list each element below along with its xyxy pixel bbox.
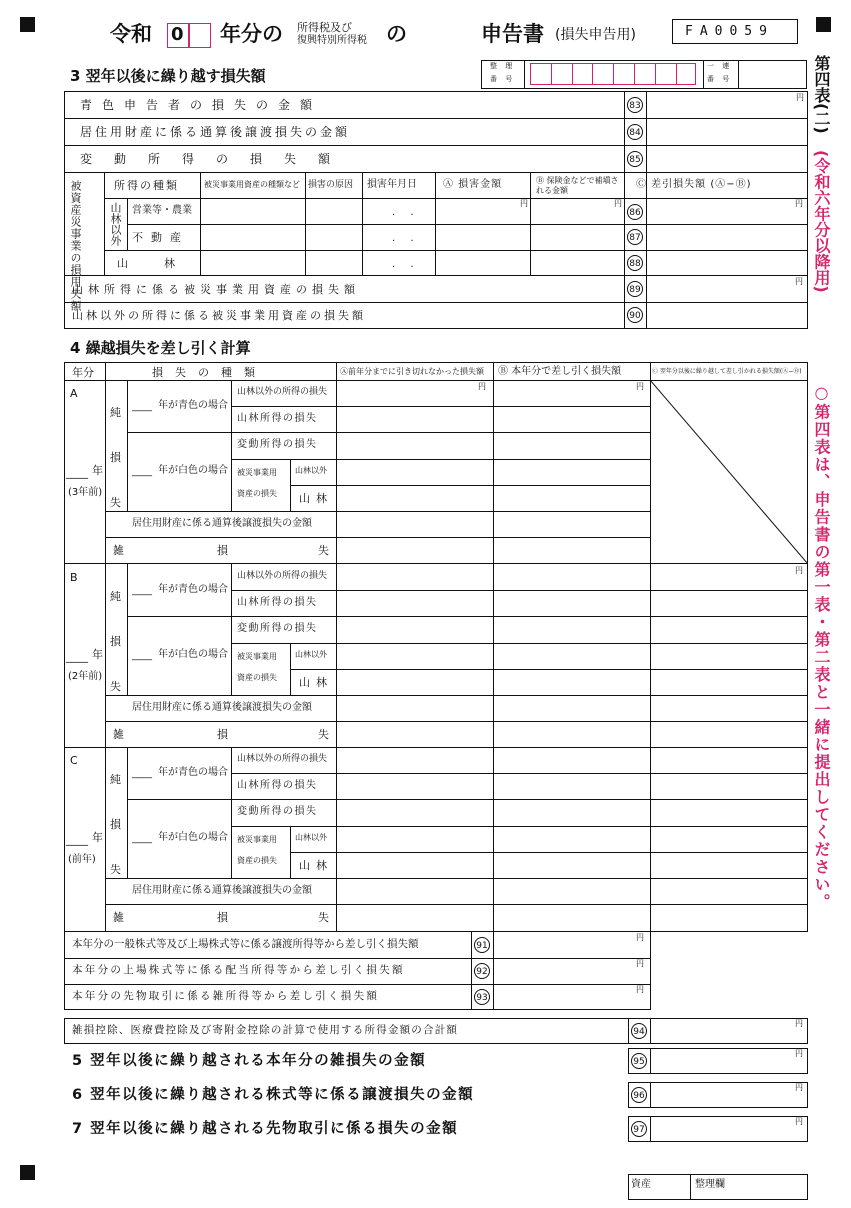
block-2-nen-label: 年 — [92, 648, 103, 661]
section4-title: 4 繰越損失を差し引く計算 — [70, 339, 251, 357]
block-2-b-field[interactable] — [494, 617, 649, 641]
block-a-diagonal — [650, 380, 808, 564]
form-code-box — [672, 19, 798, 44]
row86-date: . . — [392, 207, 420, 218]
row92-label: 本年分の上場株式等に係る配当所得等から差し引く損失額 — [72, 964, 405, 976]
block-1-vline-kind — [231, 380, 232, 511]
block-2-nen: ____ — [66, 650, 88, 663]
row83-label: 青色申告者の損失の金額 — [80, 98, 323, 112]
row87-amount-field[interactable] — [647, 225, 807, 250]
block-1-jun: 純 — [110, 406, 121, 419]
block-3-b-field[interactable] — [494, 800, 649, 824]
block-2-c-field[interactable] — [651, 565, 807, 589]
block-2-hisai-2: 資産の損失 — [237, 672, 277, 682]
yen-mark: 円 — [795, 1019, 803, 1028]
row92-amount-field[interactable] — [494, 959, 650, 984]
ichiren-label: 一 連 — [707, 62, 733, 70]
s4-header-a: Ⓐ前年分までに引き切れなかった損失額 — [340, 367, 484, 376]
ichiren-label-2: 番 号 — [707, 75, 733, 83]
row90-number: 90 — [627, 307, 643, 323]
block-1-b-field[interactable] — [494, 433, 649, 457]
row92-number: 92 — [474, 963, 490, 979]
side-instruction: ○第四表は、申告書の第一表・第二表と一緒に提出してください。 — [812, 383, 831, 911]
block-3-a-field[interactable] — [337, 827, 492, 851]
block-1-a-field[interactable] — [337, 486, 492, 510]
header-date: 損害年月日 — [367, 179, 417, 190]
row87-kind: 不動産 — [132, 231, 189, 244]
yen-mark: 円 — [520, 199, 528, 208]
row89-label: 山林所得に係る被災事業用資産の損失額 — [72, 283, 360, 296]
block-1-zatsu-shitsu: 失 — [318, 544, 329, 558]
block-2-c-field[interactable] — [651, 722, 807, 746]
block-1-b-field[interactable] — [494, 407, 649, 431]
block-1-a-field[interactable] — [337, 512, 492, 536]
row83-number: 83 — [627, 97, 643, 113]
block-2-c-field[interactable] — [651, 670, 807, 694]
block-2-a-field[interactable] — [337, 644, 492, 668]
block-3-blue-underline: ____ — [132, 768, 152, 779]
block-1-a-field[interactable] — [337, 407, 492, 431]
s4-header-kind: 損失の種類 — [152, 366, 267, 379]
block-2-son: 損 — [110, 635, 121, 648]
block-2-zatsu-shitsu: 失 — [318, 728, 329, 742]
block-3-a-field[interactable] — [337, 748, 492, 772]
block-2-jun: 純 — [110, 590, 121, 603]
block-2-a-field[interactable] — [337, 696, 492, 720]
row88-amount-field[interactable] — [647, 251, 807, 275]
block-2-b-field[interactable] — [494, 670, 649, 694]
block-1-zatsu: 雑 — [113, 544, 124, 558]
yen-mark: 円 — [795, 566, 803, 575]
block-2-sanrin-igai-loss: 山林以外の所得の損失 — [237, 571, 328, 581]
block-3-note: (前年) — [68, 854, 96, 865]
row83-amount-field[interactable] — [647, 92, 807, 118]
block-1-zatsu-son: 損 — [217, 544, 228, 558]
nenbun-label: 年分の — [220, 22, 283, 46]
block-1-vline-jun — [127, 380, 128, 511]
block-1-sanrin-igai-loss: 山林以外の所得の損失 — [237, 387, 328, 397]
block-3-a-field[interactable] — [337, 879, 492, 903]
row88-kind: 山林 — [117, 257, 211, 270]
block-1-hisai-1: 被災事業用 — [237, 467, 277, 477]
block-3-jun: 純 — [110, 773, 121, 786]
block-2-kyoju: 居住用財産に係る通算後譲渡損失の金額 — [132, 702, 312, 713]
sub-title: (損失申告用) — [555, 27, 636, 43]
row91-label: 本年分の一般株式等及び上場株式等に係る譲渡所得等から差し引く損失額 — [72, 938, 419, 950]
s4-header-b: Ⓑ 本年分で差し引く損失額 — [498, 366, 622, 377]
row88-date: . . — [392, 259, 420, 270]
side-table-title: 第四表(二) — [812, 55, 831, 134]
block-3-b-field[interactable] — [494, 905, 649, 929]
block-3-b-field[interactable] — [494, 748, 649, 772]
row94-number: 94 — [631, 1023, 647, 1039]
block-3-vline-hisai — [290, 826, 291, 878]
block-2-c-field[interactable] — [651, 644, 807, 668]
block-3-vline-kind — [231, 747, 232, 878]
year-field-1[interactable] — [167, 23, 189, 48]
yen-mark: 円 — [795, 1049, 803, 1058]
block-1-b-field[interactable] — [494, 538, 649, 562]
block-1-b-field[interactable] — [494, 512, 649, 536]
block-2-shitsu: 失 — [110, 680, 121, 693]
row94-amount-field[interactable] — [651, 1019, 807, 1043]
block-3-letter: C — [70, 754, 78, 767]
block-3-shitsu: 失 — [110, 863, 121, 876]
yen-mark: 円 — [636, 959, 644, 968]
block-2-b-field[interactable] — [494, 696, 649, 720]
row87-date: . . — [392, 233, 420, 244]
row93-number: 93 — [474, 989, 490, 1005]
row90-label: 山林以外の所得に係る被災事業用資産の損失額 — [72, 309, 366, 322]
block-1-hisai-2: 資産の損失 — [237, 488, 277, 498]
block-3-b-field[interactable] — [494, 827, 649, 851]
block-2-hisai-1: 被災事業用 — [237, 651, 277, 661]
block-3-son: 損 — [110, 818, 121, 831]
year-field-2[interactable] — [189, 23, 211, 48]
block-2-c-field[interactable] — [651, 617, 807, 641]
block-3-a-field[interactable] — [337, 800, 492, 824]
block-1-sanrin: 山林 — [299, 491, 333, 505]
block-3-nen-label: 年 — [92, 831, 103, 844]
block-2-sanrin-igai: 山林以外 — [295, 649, 327, 659]
block-3-sanrin-igai: 山林以外 — [295, 832, 327, 842]
block-1-note: (3年前) — [68, 487, 103, 498]
sanrin-igai-group: 山林以外 — [109, 202, 122, 246]
block-1-sanrin-igai: 山林以外 — [295, 465, 327, 475]
block-3-b-field[interactable] — [494, 879, 649, 903]
row90-amount-field[interactable] — [647, 303, 807, 328]
section7-label: 7 翌年以後に繰り越される先物取引に係る損失の金額 — [72, 1121, 459, 1137]
row93-amount-field[interactable] — [494, 985, 650, 1010]
row91-amount-field[interactable] — [494, 933, 650, 958]
row84-number: 84 — [627, 124, 643, 140]
yen-mark: 円 — [478, 382, 486, 391]
row89-number: 89 — [627, 281, 643, 297]
block-2-hendo-loss: 変動所得の損失 — [237, 623, 318, 635]
block-2-a-field[interactable] — [337, 617, 492, 641]
block-3-zatsu-son: 損 — [217, 911, 228, 925]
corner-mark-bottom-left — [20, 1165, 35, 1180]
block-3-b-field[interactable] — [494, 774, 649, 798]
yen-mark: 円 — [795, 199, 803, 208]
block-3-sanrin-loss: 山林所得の損失 — [237, 780, 318, 792]
row97-amount-field[interactable] — [651, 1117, 807, 1141]
block-3-zatsu: 雑 — [113, 911, 124, 925]
block-2-b-field[interactable] — [494, 644, 649, 668]
year-value: 0 — [171, 24, 184, 45]
row88-number: 88 — [627, 255, 643, 271]
corner-mark-top-left — [20, 17, 35, 32]
block-2-white-case: 年が白色の場合 — [158, 649, 228, 660]
block-3-c-field[interactable] — [651, 774, 807, 798]
block-2-vline-hisai — [290, 643, 291, 695]
reiwa-label: 令和 — [110, 22, 152, 46]
row85-number: 85 — [627, 151, 643, 167]
block-2-vline-jun — [127, 564, 128, 695]
header-cause: 損害の原因 — [308, 180, 354, 190]
block-3-hendo-loss: 変動所得の損失 — [237, 806, 318, 818]
s4-header-year: 年分 — [72, 366, 94, 379]
block-2-a-field[interactable] — [337, 591, 492, 615]
block-2-sanrin-loss: 山林所得の損失 — [237, 597, 318, 609]
block-1-nen-label: 年 — [92, 464, 103, 477]
row84-label: 居住用財産に係る通算後譲渡損失の金額 — [80, 125, 351, 139]
block-1-shitsu: 失 — [110, 496, 121, 509]
block-1-white-case: 年が白色の場合 — [158, 465, 228, 476]
block-3-blue-case: 年が青色の場合 — [158, 767, 228, 778]
block-2-c-field[interactable] — [651, 591, 807, 615]
block-3-hisai-1: 被災事業用 — [237, 834, 277, 844]
row84-amount-field[interactable] — [647, 119, 807, 145]
block-1-b-field[interactable] — [494, 381, 649, 405]
footer-seiriran: 整理欄 — [695, 1179, 725, 1190]
section3-title: 3 翌年以後に繰り越す損失額 — [70, 67, 266, 85]
block-2-a-field[interactable] — [337, 722, 492, 746]
block-2-a-field[interactable] — [337, 670, 492, 694]
disaster-side-label: 被資産災事業の損用失額 — [69, 180, 82, 312]
block-1-kyoju: 居住用財産に係る通算後譲渡損失の金額 — [132, 518, 312, 529]
row93-label: 本年分の先物取引に係る雑所得等から差し引く損失額 — [72, 990, 380, 1002]
block-1-b-field[interactable] — [494, 460, 649, 484]
yen-mark: 円 — [636, 382, 644, 391]
block-1-white-underline: ____ — [132, 466, 152, 477]
form-code: FA0059 — [685, 24, 774, 39]
row95-number: 95 — [631, 1053, 647, 1069]
footer-shisan: 資産 — [631, 1179, 651, 1190]
block-3-sanrin: 山林 — [299, 858, 333, 872]
row85-label: 変動所得の損失額 — [80, 152, 353, 166]
block-1-b-field[interactable] — [494, 486, 649, 510]
block-1-letter: A — [70, 387, 78, 400]
yen-mark: 円 — [796, 93, 804, 102]
yen-mark: 円 — [795, 277, 803, 286]
row96-number: 96 — [631, 1087, 647, 1103]
row87-number: 87 — [627, 229, 643, 245]
block-1-a-field[interactable] — [337, 381, 492, 405]
block-3-c-field[interactable] — [651, 800, 807, 824]
header-kind: 所得の種類 — [114, 179, 179, 192]
block-2-vline-kind — [231, 564, 232, 695]
block-3-c-field[interactable] — [651, 905, 807, 929]
block-3-white-case: 年が白色の場合 — [158, 832, 228, 843]
block-3-b-field[interactable] — [494, 853, 649, 877]
block-1-blue-underline: ____ — [132, 401, 152, 412]
header-asset-type: 被災事業用資産の種類など — [204, 180, 300, 189]
block-3-vline-jun — [127, 747, 128, 878]
block-1-hendo-loss: 変動所得の損失 — [237, 439, 318, 451]
block-3-c-field[interactable] — [651, 853, 807, 877]
block-2-letter: B — [70, 571, 78, 584]
block-1-a-field[interactable] — [337, 433, 492, 457]
row85-amount-field[interactable] — [647, 146, 807, 172]
s4-header-c: Ⓒ 翌年分以後に繰り越して差し引かれる損失額(Ⓐ−Ⓑ) — [652, 368, 802, 375]
block-1-vline-hisai — [290, 459, 291, 511]
row97-number: 97 — [631, 1121, 647, 1137]
section5-label: 5 翌年以後に繰り越される本年分の雑損失の金額 — [72, 1053, 427, 1069]
block-2-a-field[interactable] — [337, 565, 492, 589]
header-c: Ⓒ 差引損失額 (Ⓐ−Ⓑ) — [636, 179, 752, 190]
block-3-c-field[interactable] — [651, 827, 807, 851]
no-label: の — [386, 22, 407, 46]
row95-amount-field[interactable] — [651, 1049, 807, 1073]
block-1-blue-case: 年が青色の場合 — [158, 400, 228, 411]
tax-label-1: 所得税及び — [297, 21, 352, 34]
shinkokusho-label: 申告書 — [481, 22, 544, 46]
block-3-a-field[interactable] — [337, 774, 492, 798]
row86-number: 86 — [627, 204, 643, 220]
seiri-label: 整 理 — [490, 62, 516, 70]
side-era-note: (令和六年分以降用) — [812, 150, 831, 293]
block-2-blue-underline: ____ — [132, 585, 152, 596]
block-1-a-field[interactable] — [337, 538, 492, 562]
block-3-nen: ____ — [66, 833, 88, 846]
block-3-a-field[interactable] — [337, 853, 492, 877]
header-b: Ⓑ 保険金などで補塡される金額 — [536, 176, 619, 195]
block-2-zatsu-son: 損 — [217, 728, 228, 742]
block-3-hisai-2: 資産の損失 — [237, 855, 277, 865]
section6-label: 6 翌年以後に繰り越される株式等に係る譲渡損失の金額 — [72, 1087, 475, 1103]
row91-number: 91 — [474, 937, 490, 953]
block-3-zatsu-shitsu: 失 — [318, 911, 329, 925]
block-2-blue-case: 年が青色の場合 — [158, 584, 228, 595]
header-a: Ⓐ 損害金額 — [443, 179, 503, 190]
yen-mark: 円 — [795, 1083, 803, 1092]
block-2-c-field[interactable] — [651, 696, 807, 720]
block-2-zatsu: 雑 — [113, 728, 124, 742]
block-3-sanrin-igai-loss: 山林以外の所得の損失 — [237, 754, 328, 764]
block-1-nen: ____ — [66, 466, 88, 479]
row96-amount-field[interactable] — [651, 1083, 807, 1107]
block-1-son: 損 — [110, 451, 121, 464]
block-3-c-field[interactable] — [651, 748, 807, 772]
block-2-b-field[interactable] — [494, 722, 649, 746]
block-2-sanrin: 山林 — [299, 675, 333, 689]
block-3-a-field[interactable] — [337, 905, 492, 929]
block-2-note: (2年前) — [68, 671, 103, 682]
row94-label: 雑損控除、医療費控除及び寄附金控除の計算で使用する所得金額の合計額 — [72, 1024, 459, 1036]
yen-mark: 円 — [795, 1117, 803, 1126]
block-1-sanrin-loss: 山林所得の損失 — [237, 413, 318, 425]
yen-mark: 円 — [636, 933, 644, 942]
corner-mark-top-right — [816, 17, 831, 32]
yen-mark: 円 — [636, 985, 644, 994]
block-2-b-field[interactable] — [494, 565, 649, 589]
block-2-b-field[interactable] — [494, 591, 649, 615]
yen-mark: 円 — [614, 199, 622, 208]
block-1-a-field[interactable] — [337, 460, 492, 484]
row86-kind: 営業等・農業 — [132, 205, 192, 216]
block-3-kyoju: 居住用財産に係る通算後譲渡損失の金額 — [132, 885, 312, 896]
tax-label-2: 復興特別所得税 — [297, 35, 367, 46]
bango-label: 番 号 — [490, 75, 516, 83]
row86-amount-field[interactable] — [647, 199, 807, 224]
block-2-white-underline: ____ — [132, 650, 152, 661]
row89-amount-field[interactable] — [647, 276, 807, 302]
block-3-white-underline: ____ — [132, 833, 152, 844]
block-3-c-field[interactable] — [651, 879, 807, 903]
